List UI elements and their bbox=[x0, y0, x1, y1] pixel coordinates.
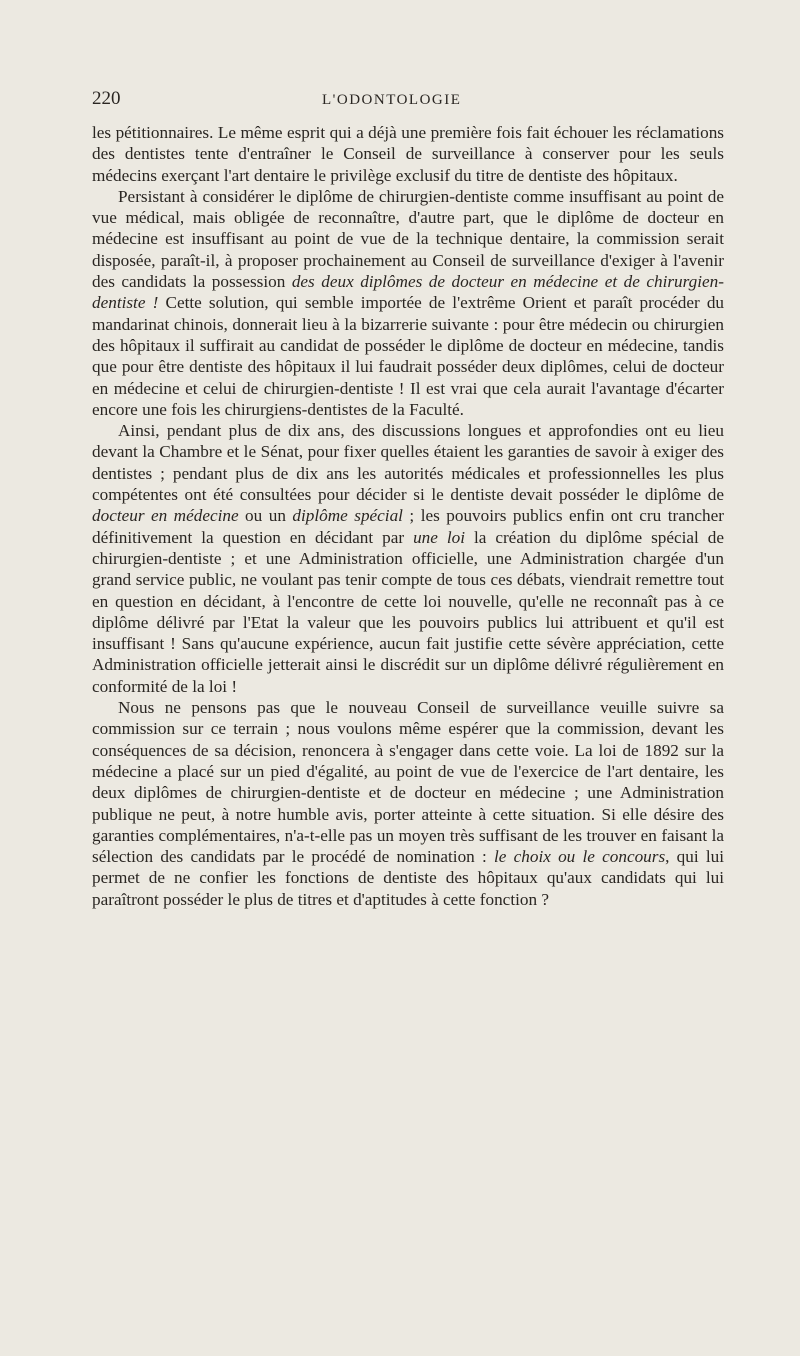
text-run: ou un bbox=[238, 506, 293, 526]
text-run: Ainsi, pendant plus de dix ans, des discussions longues et approfondies ont eu lieu devant la Chambre et le Sénat, pour fixer quelles étaient les garanties de savoir à exiger des dentistes ; pendant plus de dix ans les autorités médicales et professionnelles les plus compétentes ont été consultées pour décider si le dentiste devait posséder le diplôme de bbox=[92, 421, 724, 505]
text-run: la création du diplôme spécial de chirurgien-dentiste ; et une Administration officielle, une Administration chargée d'un grand service public, ne voulant pas tenir compte de tous ces débats, viendrait remettre tout en question en décidant, à l'encontre de cette loi nouvelle, qu'elle ne reconnaît pas à ce diplôme délivré par l'Etat la valeur que les pouvoirs publics lui attribuent et qu'il est insuffisant ! Sans qu'aucune expérience, aucun fait justifie cette sévère appréciation, cette Administration officielle jetterait ainsi le discrédit sur un diplôme délivré régulièrement en conformité de la loi ! bbox=[92, 527, 725, 696]
paragraph bbox=[92, 122, 724, 186]
text-run: les pétitionnaires. Le même esprit qui a déjà une première fois fait échouer les réclamations des dentistes tente d'entraîner le Conseil de surveillance à conserver pour les seuls médecins exerçant l'art dentaire le privilège exclusif du titre de dentiste des hôpitaux. bbox=[92, 123, 724, 185]
italic-text: le choix ou le concours bbox=[494, 847, 666, 867]
body-text bbox=[92, 122, 724, 910]
running-head bbox=[92, 88, 724, 122]
text-run: Cette solution, qui semble importée de l'extrême Orient et paraît procéder du mandarinat chinois, donnerait lieu à la bizarrerie suivante : pour être médecin ou chirurgien des hôpitaux il suffirait au candidat de posséder le diplôme de docteur en médecine, tandis que pour être dentiste des hôpitaux il lui faudrait posséder deux diplômes, celui de docteur en médecine et celui de chirurgien-dentiste ! Il est vrai que cela aurait l'avantage d'écarter encore une fois les chirurgiens-dentistes de la Faculté. bbox=[92, 293, 725, 419]
italic-text: docteur en médecine bbox=[92, 506, 239, 526]
italic-text: des deux diplômes de docteur en médecine et de chirurgien-dentiste ! bbox=[92, 272, 724, 313]
italic-text: diplôme spécial bbox=[292, 506, 403, 526]
text-run: Nous ne pensons pas que le nouveau Conseil de surveillance veuille suivre sa commission sur ce terrain ; nous voulons même espérer que la commission, devant les conséquences de sa décision, renoncera à s'engager dans cette voie. La loi de 1892 sur la médecine a placé sur un pied d'égalité, au point de vue de l'exercice de l'art dentaire, les deux diplômes de chirurgien-dentiste et de docteur en médecine ; une Administration publique ne peut, à notre humble avis, porter atteinte à cette situation. Si elle désire des garanties complémentaires, n'a-t-elle pas un moyen très suffisant de les trouver en faisant la sélection des candidats par le procédé de nomination : bbox=[92, 698, 724, 867]
journal-title: L'ODONTOLOGIE bbox=[322, 92, 462, 108]
text-run: Persistant à considérer le diplôme de chirurgien-dentiste comme insuffisant au point de vue médical, mais obligée de reconnaître, d'autre part, que le diplôme de docteur en médecine est insuffisant au point de vue de la technique dentaire, la commission serait disposée, paraît-il, à proposer prochainement au Conseil de surveillance d'exiger à l'avenir des candidats la possession bbox=[92, 186, 724, 292]
text-run: ; les pouvoirs publics enfin ont cru trancher définitivement la question en décidant par bbox=[92, 506, 724, 547]
text-run: , qui lui permet de ne confier les fonctions de dentiste des hôpitaux qu'aux candidats qui lui paraîtront posséder le plus de titres et d'aptitudes à cette fonction ? bbox=[92, 847, 725, 909]
paragraph bbox=[92, 697, 724, 910]
page-number: 220 bbox=[92, 88, 121, 109]
italic-text: une loi bbox=[413, 527, 465, 547]
paragraph bbox=[92, 420, 724, 697]
paragraph bbox=[92, 186, 724, 420]
